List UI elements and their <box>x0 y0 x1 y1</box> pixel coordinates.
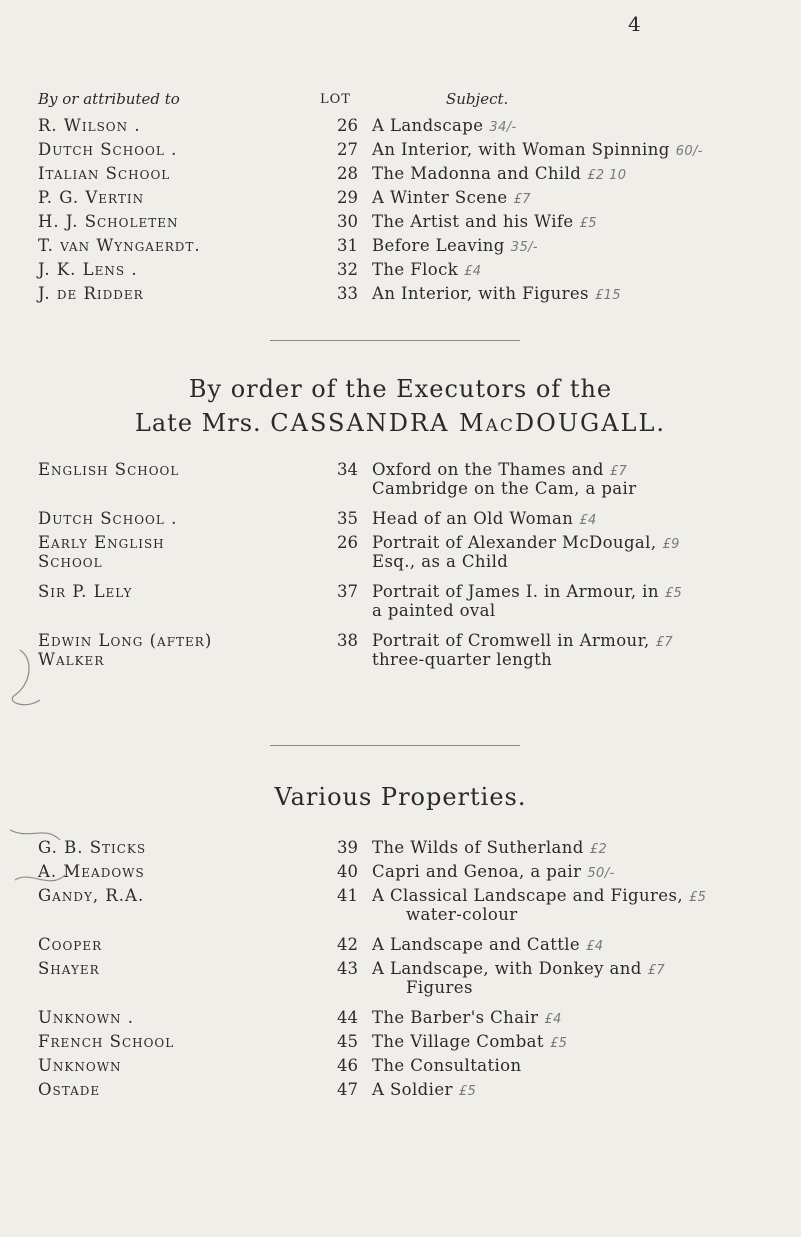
subject-continued: Esq., as a Child <box>372 552 509 571</box>
subject: A Landscape and Cattle <box>372 935 581 954</box>
artist: Unknown . <box>38 1008 135 1027</box>
subject: A Landscape, with Donkey and <box>372 959 642 978</box>
lot-list-1 <box>38 116 783 308</box>
executors-heading: By order of the Executors of the <box>188 375 613 403</box>
subject: A Winter Scene <box>372 188 508 207</box>
subject-continued: water-colour <box>406 905 518 924</box>
artist: P. G. Vertin <box>38 188 145 207</box>
lot-number: 26 <box>337 116 358 135</box>
price-annotation: £4 <box>586 939 604 954</box>
artist-continued: Walker <box>38 650 105 669</box>
executors-subheading <box>0 409 801 437</box>
artist: Edwin Long (after) <box>38 631 213 650</box>
subject: Before Leaving <box>372 236 505 255</box>
price-annotation: £7 <box>609 464 628 479</box>
subject: A Landscape <box>372 116 484 135</box>
lot-row <box>38 1008 783 1032</box>
subject: Portrait of Cromwell in Armour, <box>372 631 650 650</box>
price-annotation: £2 <box>589 842 608 857</box>
lot-header: LOT <box>320 92 351 107</box>
price-annotation: £2 10 <box>587 168 627 183</box>
lot-row <box>38 959 783 1008</box>
price-annotation: £4 <box>579 513 597 528</box>
price-annotation: £5 <box>458 1084 477 1099</box>
subject: An Interior, with Figures <box>372 284 589 303</box>
lot-row <box>38 1080 783 1104</box>
subject-continued: a painted oval <box>372 601 496 620</box>
subject-continued: three-quarter length <box>372 650 553 669</box>
artist-continued: School <box>38 552 103 571</box>
lot-row <box>38 164 783 188</box>
divider <box>270 745 520 746</box>
lot-row <box>38 460 783 509</box>
price-annotation: £7 <box>647 963 666 978</box>
artist: Cooper <box>38 935 103 954</box>
page-number: 4 <box>628 12 641 36</box>
lot-row <box>38 140 783 164</box>
artist: Early English <box>38 533 165 552</box>
lot-list-2 <box>38 460 783 680</box>
lot-number: 42 <box>337 935 358 954</box>
lot-number: 43 <box>337 959 358 978</box>
lot-number: 28 <box>337 164 358 183</box>
divider <box>270 340 520 341</box>
lot-number: 40 <box>337 862 358 881</box>
price-annotation: £15 <box>594 288 621 303</box>
subject: An Interior, with Woman Spinning <box>372 140 670 159</box>
artist: Italian School <box>38 164 171 183</box>
subject-header: Subject. <box>446 90 509 108</box>
subject: The Village Combat <box>372 1032 544 1051</box>
lot-row <box>38 935 783 959</box>
artist: G. B. Sticks <box>38 838 147 857</box>
various-properties-heading: Various Properties. <box>274 783 527 811</box>
price-annotation: £5 <box>688 890 707 905</box>
lot-number: 27 <box>337 140 358 159</box>
price-annotation: £9 <box>662 537 680 552</box>
attributed-header: By or attributed to <box>38 90 180 108</box>
lot-row <box>38 212 783 236</box>
artist: J. de Ridder <box>38 284 144 303</box>
subject: Oxford on the Thames and <box>372 460 604 479</box>
lot-number: 44 <box>337 1008 358 1027</box>
lot-number: 47 <box>337 1080 358 1099</box>
subject: Head of an Old Woman <box>372 509 574 528</box>
lot-number: 29 <box>337 188 358 207</box>
lot-number: 35 <box>337 509 358 528</box>
artist: French School <box>38 1032 175 1051</box>
artist: Dutch School . <box>38 509 178 528</box>
artist: A. Meadows <box>38 862 145 881</box>
lot-number: 30 <box>337 212 358 231</box>
lot-row <box>38 582 783 631</box>
artist: Sir P. Lely <box>38 582 133 601</box>
artist: Ostade <box>38 1080 101 1099</box>
subject: Capri and Genoa, a pair <box>372 862 582 881</box>
subject: The Flock <box>372 260 459 279</box>
lot-number: 39 <box>337 838 358 857</box>
lot-row <box>38 260 783 284</box>
artist: English School <box>38 460 180 479</box>
subject: A Soldier <box>372 1080 453 1099</box>
lot-row <box>38 1056 783 1080</box>
price-annotation: 34/- <box>489 120 517 135</box>
margin-scribble-icon <box>0 640 80 910</box>
subject: The Madonna and Child <box>372 164 582 183</box>
lot-row <box>38 862 783 886</box>
lot-number: 26 <box>337 533 358 552</box>
lot-row <box>38 284 783 308</box>
lot-number: 31 <box>337 236 358 255</box>
price-annotation: £4 <box>544 1012 562 1027</box>
lot-number: 33 <box>337 284 358 303</box>
artist: H. J. Scholeten <box>38 212 179 231</box>
subject: The Barber's Chair <box>372 1008 539 1027</box>
subject: The Wilds of Sutherland <box>372 838 584 857</box>
price-annotation: £4 <box>464 264 482 279</box>
artist: Dutch School . <box>38 140 178 159</box>
lot-number: 41 <box>337 886 358 905</box>
subject-continued: Figures <box>406 978 473 997</box>
price-annotation: £5 <box>664 586 683 601</box>
subject: The Consultation <box>372 1056 522 1075</box>
subject: Portrait of James I. in Armour, in <box>372 582 659 601</box>
lot-number: 46 <box>337 1056 358 1075</box>
lot-row <box>38 533 783 582</box>
artist: R. Wilson . <box>38 116 141 135</box>
subject: Portrait of Alexander McDougal, <box>372 533 657 552</box>
lot-number: 38 <box>337 631 358 650</box>
artist: J. K. Lens . <box>38 260 138 279</box>
lot-list-3 <box>38 838 783 1104</box>
subject: The Artist and his Wife <box>372 212 574 231</box>
price-annotation: 60/- <box>675 144 703 159</box>
lot-row <box>38 631 783 680</box>
subject: A Classical Landscape and Figures, <box>372 886 683 905</box>
lot-number: 34 <box>337 460 358 479</box>
lot-row <box>38 509 783 533</box>
lot-row <box>38 838 783 862</box>
price-annotation: £5 <box>549 1036 568 1051</box>
subtitle-prefix: Late Mrs. <box>134 409 262 437</box>
price-annotation: £7 <box>655 635 674 650</box>
price-annotation: £5 <box>579 216 597 231</box>
subject-continued: Cambridge on the Cam, a pair <box>372 479 637 498</box>
lot-row <box>38 1032 783 1056</box>
lot-number: 45 <box>337 1032 358 1051</box>
lot-number: 37 <box>337 582 358 601</box>
lot-row <box>38 886 783 935</box>
artist: Gandy, R.A. <box>38 886 145 905</box>
artist: Shayer <box>38 959 100 978</box>
subtitle-name: CASSANDRA MacDOUGALL. <box>270 409 667 437</box>
price-annotation: 50/- <box>587 866 615 881</box>
lot-row <box>38 188 783 212</box>
price-annotation: 35/- <box>510 240 538 255</box>
lot-row <box>38 116 783 140</box>
lot-number: 32 <box>337 260 358 279</box>
lot-row <box>38 236 783 260</box>
artist: Unknown <box>38 1056 122 1075</box>
price-annotation: £7 <box>513 192 531 207</box>
artist: T. van Wyngaerdt. <box>38 236 201 255</box>
